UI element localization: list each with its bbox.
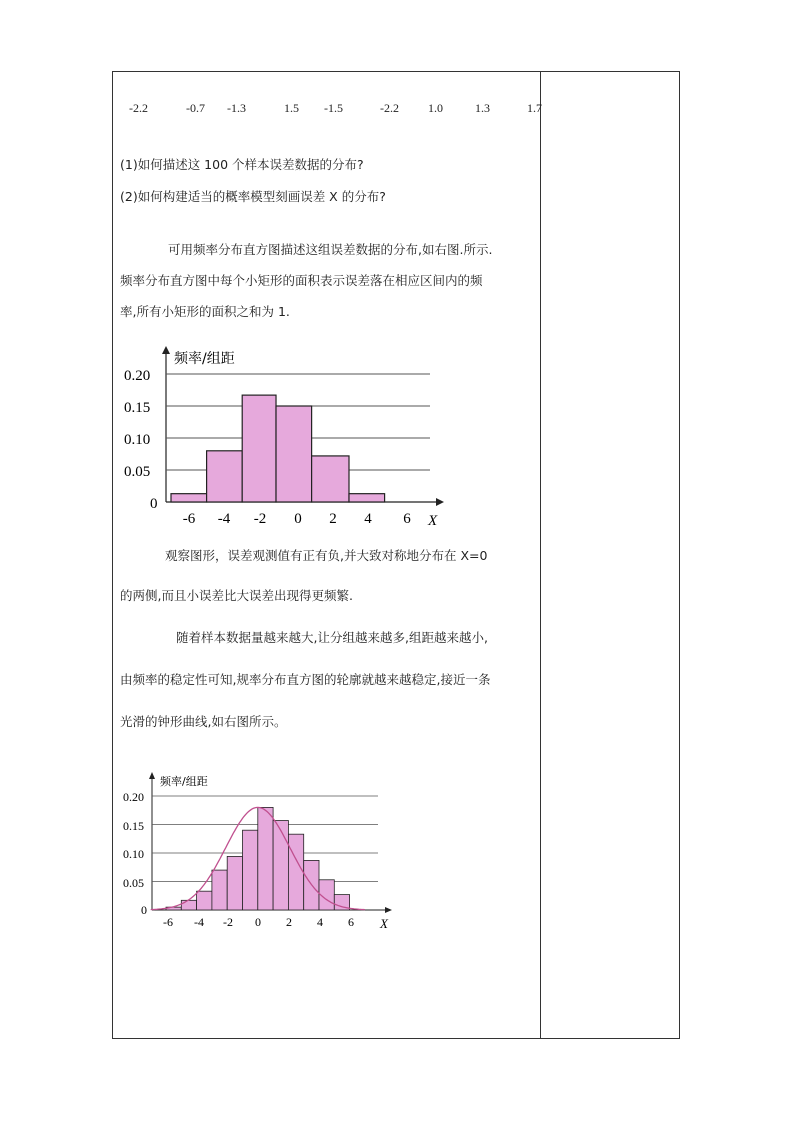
x-tick-label: 0 bbox=[255, 915, 261, 929]
error-value: -1.5 bbox=[324, 101, 343, 115]
histogram-bar bbox=[212, 870, 227, 910]
histogram-bar bbox=[312, 456, 349, 502]
x-tick-label: -4 bbox=[217, 511, 231, 527]
y-tick-label: 0.05 bbox=[123, 876, 144, 890]
x-tick-label: -2 bbox=[223, 915, 233, 929]
y-tick-label: 0 bbox=[141, 903, 147, 917]
x-tick-label: -6 bbox=[163, 915, 173, 929]
error-value: -1.3 bbox=[227, 101, 246, 115]
x-tick-label: 6 bbox=[348, 915, 354, 929]
x-tick-label: 6 bbox=[403, 511, 411, 527]
y-axis-arrow bbox=[149, 772, 155, 779]
x-axis-arrow bbox=[436, 498, 444, 506]
y-axis-label: 频率/组距 bbox=[160, 775, 208, 788]
x-axis-arrow bbox=[385, 907, 392, 913]
histogram-bar bbox=[171, 494, 207, 502]
histogram-chart bbox=[118, 342, 448, 530]
x-tick-label: -4 bbox=[194, 915, 204, 929]
error-value: -2.2 bbox=[129, 101, 148, 115]
histogram-bar bbox=[207, 451, 243, 502]
paragraph-3-line: 随着样本数据量越来越大,让分组越来越多,组距越来越小, bbox=[176, 630, 488, 645]
x-tick-label: 0 bbox=[294, 511, 302, 527]
x-axis-label: X bbox=[380, 916, 388, 931]
histogram-bar bbox=[242, 395, 276, 502]
error-value: 1.5 bbox=[284, 101, 299, 115]
paragraph-1-line: 率,所有小矩形的面积之和为 1. bbox=[120, 304, 290, 319]
y-tick-label: 0.20 bbox=[124, 368, 151, 384]
histogram-bar bbox=[258, 807, 273, 910]
histogram-bar bbox=[227, 856, 242, 910]
x-tick-label: -6 bbox=[182, 511, 196, 527]
paragraph-3-line: 光滑的钟形曲线,如右图所示。 bbox=[120, 714, 287, 729]
histogram-bar bbox=[288, 834, 303, 910]
error-value: -2.2 bbox=[380, 101, 399, 115]
paragraph-2-line: 的两侧,而且小误差比大误差出现得更频繁. bbox=[120, 588, 353, 603]
y-tick-label: 0 bbox=[150, 496, 158, 512]
error-values-row bbox=[0, 101, 794, 117]
y-tick-label: 0.15 bbox=[124, 400, 151, 416]
y-tick-label: 0.05 bbox=[124, 464, 151, 480]
histogram-bar bbox=[273, 821, 288, 910]
y-axis-arrow bbox=[162, 346, 170, 354]
histogram-bar bbox=[181, 900, 196, 910]
y-tick-label: 0.20 bbox=[123, 790, 144, 804]
y-tick-label: 0.10 bbox=[123, 847, 144, 861]
error-value: 1.3 bbox=[475, 101, 490, 115]
column-divider bbox=[540, 71, 541, 1039]
paragraph-1-line: 可用频率分布直方图描述这组误差数据的分布,如右图.所示. bbox=[168, 242, 493, 257]
histogram-bar bbox=[243, 830, 258, 910]
error-value: -0.7 bbox=[186, 101, 205, 115]
histogram-bar bbox=[276, 406, 312, 502]
histogram-bar bbox=[349, 494, 385, 502]
error-value: 1.7 bbox=[527, 101, 542, 115]
x-tick-label: 4 bbox=[364, 511, 372, 527]
x-tick-label: 2 bbox=[329, 511, 337, 527]
x-axis-label: X bbox=[428, 513, 438, 529]
y-tick-label: 0.15 bbox=[123, 819, 144, 833]
x-tick-label: 2 bbox=[286, 915, 292, 929]
paragraph-3-line: 由频率的稳定性可知,规率分布直方图的轮廓就越来越稳定,接近一条 bbox=[120, 672, 491, 687]
error-value: 1.0 bbox=[428, 101, 443, 115]
question-2: (2)如何构建适当的概率模型刻画误差 X 的分布? bbox=[120, 189, 386, 204]
y-axis-label: 频率/组距 bbox=[174, 351, 235, 367]
question-1: (1)如何描述这 100 个样本误差数据的分布? bbox=[120, 157, 364, 172]
paragraph-1-line: 频率分布直方图中每个小矩形的面积表示误差落在相应区间内的频 bbox=[120, 273, 483, 288]
paragraph-2-line: 观察图形，误差观测值有正有负,并大致对称地分布在 X=0 bbox=[165, 548, 488, 563]
x-tick-label: -2 bbox=[253, 511, 267, 527]
histogram-curve-chart bbox=[120, 768, 400, 932]
x-tick-label: 4 bbox=[317, 915, 323, 929]
histogram-bar bbox=[197, 891, 212, 910]
y-tick-label: 0.10 bbox=[124, 432, 151, 448]
